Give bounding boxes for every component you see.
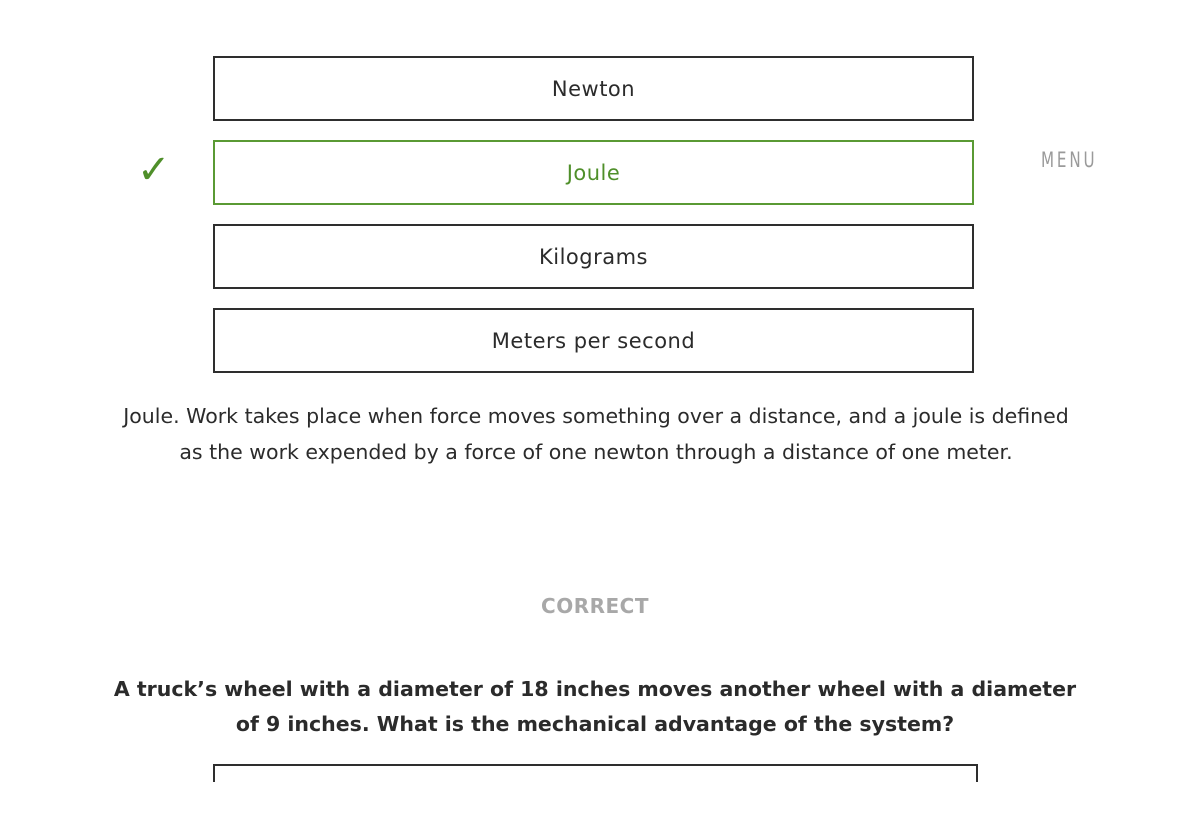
answer-option-meters-per-second[interactable] — [213, 308, 974, 373]
answer-option-label: Newton — [551, 76, 636, 101]
answer-option-kilograms[interactable] — [213, 224, 974, 289]
answer-option-joule[interactable] — [213, 140, 974, 205]
checkmark-icon: ✓ — [137, 147, 171, 193]
answer-option-newton[interactable] — [213, 56, 974, 121]
answer-explanation: Joule. Work takes place when force moves something over a distance, and a joule is defined as the work expended by a force of one newton through a distance of one meter. — [123, 404, 1069, 464]
menu-button[interactable]: MENU — [1041, 148, 1098, 172]
answer-option-label: Kilograms — [538, 244, 649, 269]
answer-option-label: Meters per second — [491, 328, 696, 353]
result-status: CORRECT — [541, 594, 649, 618]
question-text: A truck’s wheel with a diameter of 18 inches moves another wheel with a diameter of 9 inches. What is the mechanical advantage of the system? — [113, 677, 1077, 736]
answer-option-label: Joule — [566, 160, 621, 185]
answer-option-partial[interactable] — [213, 764, 978, 782]
